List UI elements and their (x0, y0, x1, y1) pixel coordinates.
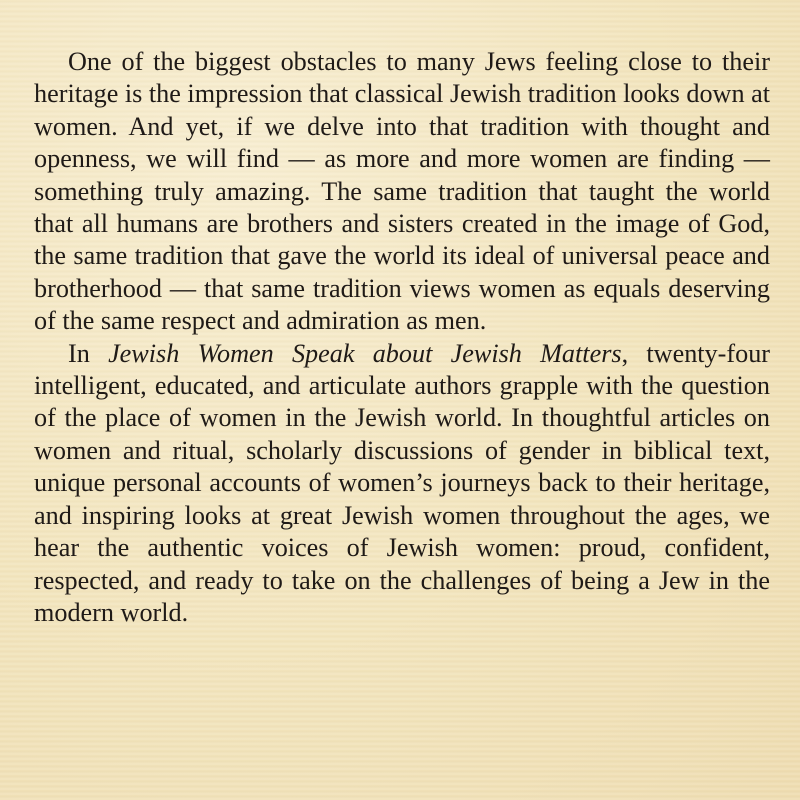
description-text (34, 46, 770, 629)
paragraph-2 (34, 338, 770, 630)
book-title: Jewish Women Speak about Jewish Matters (108, 338, 622, 368)
paragraph-2-text: , twenty-four intelligent, educated, and articulate authors grapple with the question of the place of women in the Jewish world. In thoughtful articles on women and ritual, scholarly discussions of gender in biblical text, unique personal accounts of women’s journeys back to their heritage, and inspiring looks at great Jewish women throughout the ages, we hear the authentic voices of Jewish women: proud, confident, respected, and ready to take on the challenges of being a Jew in the modern world. (34, 338, 771, 627)
paragraph-1-text: One of the biggest obstacles to many Jews feeling close to their heritage is the impression that classical Jewish tradition looks down at women. And yet, if we delve into that tradition with thought and openness, we will find — as more and more women are finding — something truly amazing. The same tradition that taught the world that all humans are brothers and sisters created in the image of God, the same tradition that gave the world its ideal of universal peace and brotherhood — that same tradition views women as equals deserving of the same respect and admiration as men. (34, 47, 771, 336)
paragraph-2-prefix: In (68, 338, 109, 368)
paragraph-1 (34, 46, 770, 338)
